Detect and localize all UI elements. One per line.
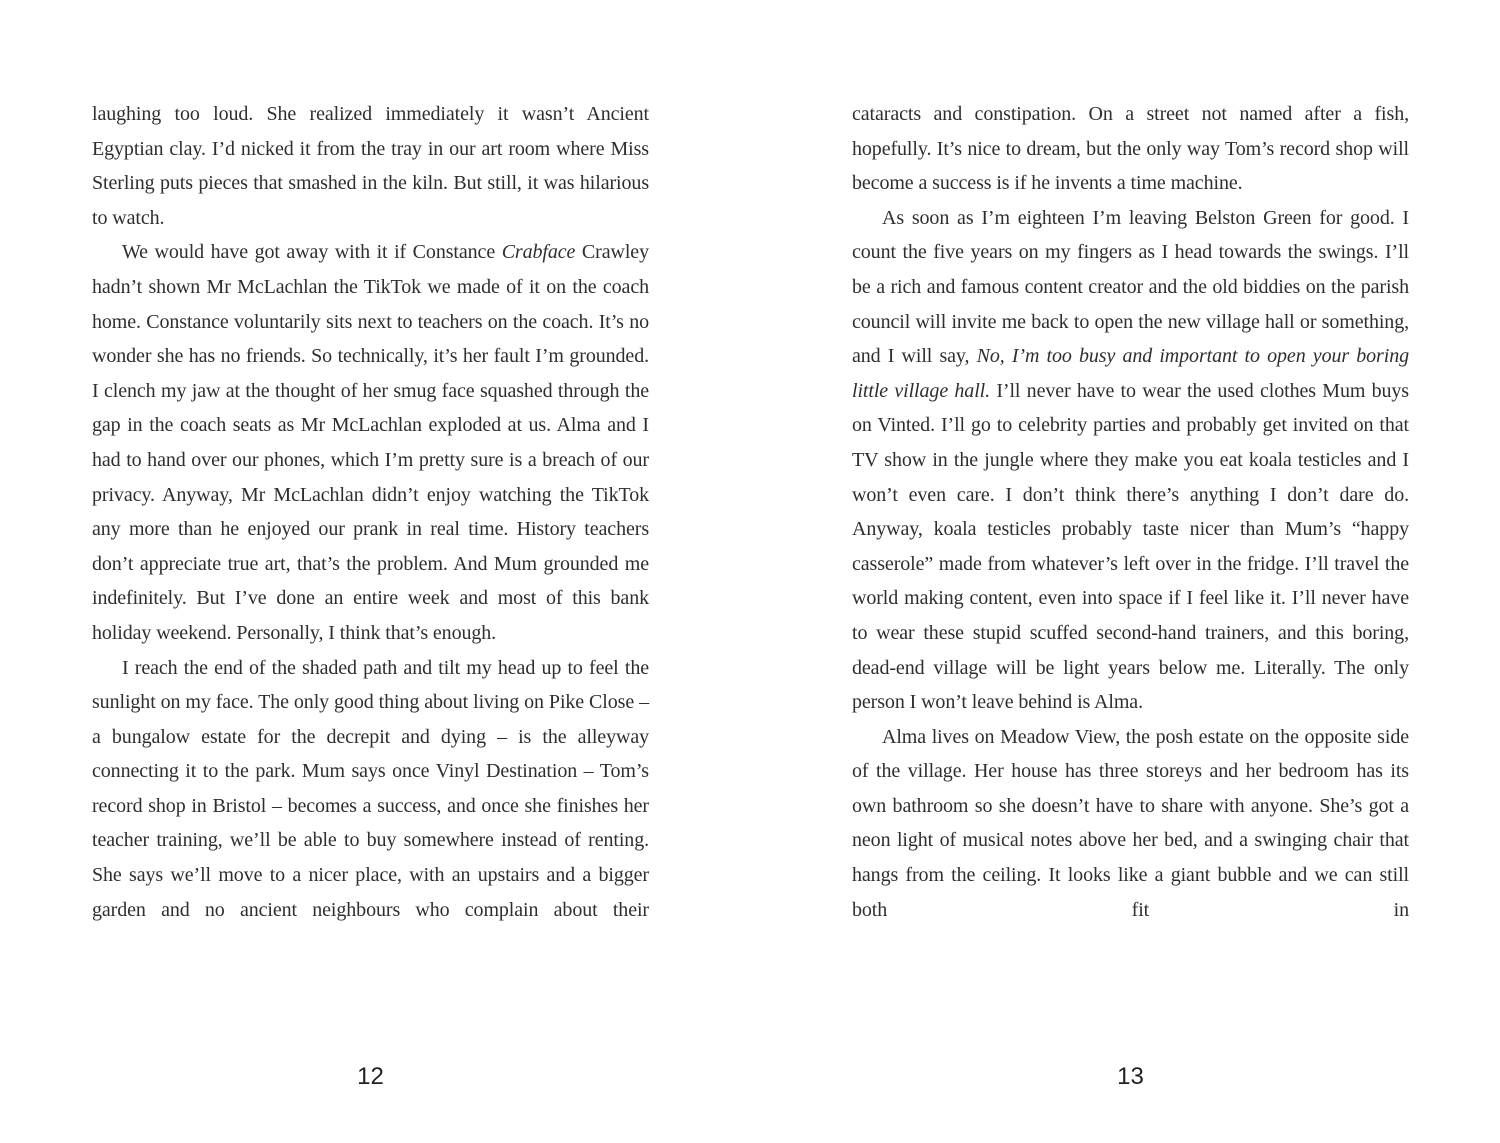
paragraph: Alma lives on Meadow View, the posh estate on the opposite side of the village. Her house has three storeys and her bedroom has its own bathroom so she doesn’t have to share with anyone. She’s got a neon light of musical notes above her bed, and a swinging chair that hangs from the ceiling. It looks like a giant bubble and we can still both fit in: [852, 725, 1409, 921]
paragraph: As soon as I’m eighteen I’m leaving Belston Green for good. I count the five years on my fingers as I head towards the swings. I’ll be a rich and famous content creator and the old biddies on the parish council will invite me back to open the new village hall or something, and I will say, No, I’m too busy and important to open your boring little village hall. I’ll never have to wear the used clothes Mum buys on Vinted. I’ll go to celebrity parties and probably get invited on that TV show in the jungle where they make you eat koala testicles and I won’t even care. I don’t think there’s anything I don’t dare do. Anyway, koala testicles probably taste nicer than Mum’s “happy casserole” made from whatever’s left over in the fridge. I’ll travel the world making content, even into space if I feel like it. I’ll never have to wear these stupid scuffed second-hand trainers, and this boring, dead-end village will be light years below me. Literally. The only person I won’t leave behind is Alma.: [852, 206, 1409, 714]
page-right: [852, 97, 1409, 1143]
paragraph: I reach the end of the shaded path and tilt my head up to feel the sunlight on my face. The only good thing about living on Pike Close – a bungalow estate for the decrepit and dying – is the alleyway connecting it to the park. Mum says once Vinyl Destination – Tom’s record shop in Bristol – becomes a success, and once she finishes her teacher training, we’ll be able to buy somewhere instead of renting. She says we’ll move to a nicer place, with an upstairs and a bigger garden and no ancient neighbours who complain about their: [92, 656, 649, 921]
page-number-right: 13: [1117, 1063, 1144, 1090]
page-left-text: [92, 97, 649, 927]
paragraph: We would have got away with it if Constance Crabface Crawley hadn’t shown Mr McLachlan the TikTok we made of it on the coach home. Constance voluntarily sits next to teachers on the coach. It’s no wonder she has no friends. So technically, it’s her fault I’m grounded. I clench my jaw at the thought of her smug face squashed through the gap in the coach seats as Mr McLachlan exploded at us. Alma and I had to hand over our phones, which I’m pretty sure is a breach of our privacy. Anyway, Mr McLachlan didn’t enjoy watching the TikTok any more than he enjoyed our prank in real time. History teachers don’t appreciate true art, that’s the problem. And Mum grounded me indefinitely. But I’ve done an entire week and most of this bank holiday weekend. Personally, I think that’s enough.: [92, 241, 649, 644]
page-left: [92, 97, 649, 1143]
paragraph: laughing too loud. She realized immediately it wasn’t Ancient Egyptian clay. I’d nicked it from the tray in our art room where Miss Sterling puts pieces that smashed in the kiln. But still, it was hilarious to watch.: [92, 103, 649, 229]
paragraph: cataracts and constipation. On a street not named after a fish, hopefully. It’s nice to dream, but the only way Tom’s record shop will become a success is if he invents a time machine.: [852, 103, 1409, 195]
page-number-left: 12: [357, 1063, 384, 1090]
page-right-text: [852, 97, 1409, 927]
